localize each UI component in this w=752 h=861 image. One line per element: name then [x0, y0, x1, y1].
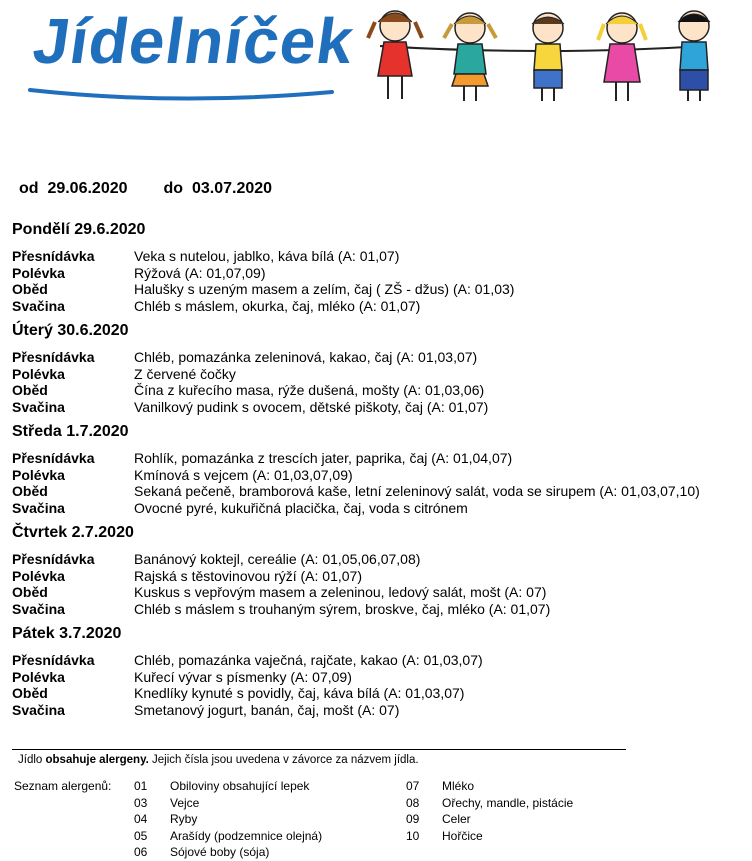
logo-swoosh-icon [26, 84, 336, 104]
meal-row [12, 500, 712, 517]
allergen-item [406, 811, 573, 828]
allergen-name: Hořčice [442, 828, 483, 843]
meal-label: Přesnídávka [12, 450, 95, 466]
allergen-note-bold: obsahuje alergeny. [45, 754, 149, 766]
allergen-number: 01 [134, 779, 148, 793]
meal-row [12, 652, 712, 669]
allergen-note-suffix: Jejich čísla jsou uvedena v závorce za názvem jídla. [152, 754, 419, 766]
allergen-number: 10 [406, 828, 420, 843]
meal-value: Chléb s máslem s trouhaným sýrem, broskve, čaj, mléko (A: 01,07) [134, 600, 551, 617]
allergen-name: Ořechy, mandle, pistácie [442, 795, 574, 810]
children-holding-hands-illustration [360, 4, 720, 104]
meal-value: Chléb, pomazánka vaječná, rajčate, kakao (A: 01,03,07) [134, 652, 483, 668]
meal-label: Polévka [12, 365, 65, 382]
allergen-note-prefix: Jídlo [18, 754, 43, 766]
meal-label: Svačina [12, 701, 65, 718]
meal-value: Knedlíky kynuté s povidly, čaj, káva bílá (A: 01,03,07) [134, 685, 465, 701]
meal-label: Svačina [12, 297, 65, 314]
meal-row [12, 399, 712, 416]
meal-value: Smetanový jogurt, banán, čaj, mošt (A: 07) [134, 701, 400, 718]
meal-row [12, 265, 712, 282]
meal-value: Vanilkový pudink s ovocem, dětské piškoty, čaj (A: 01,07) [134, 398, 489, 415]
allergen-number: 09 [406, 812, 420, 826]
allergen-name: Vejce [170, 795, 200, 810]
meal-label: Přesnídávka [12, 349, 95, 365]
meal-value: Kuřecí vývar s písmenky (A: 07,09) [134, 668, 352, 685]
meal-label: Svačina [12, 499, 65, 516]
meal-row [12, 298, 712, 315]
allergen-list-right [406, 778, 573, 844]
divider [12, 749, 626, 750]
meal-row [12, 584, 712, 601]
meal-value: Rohlík, pomazánka z trescích jater, paprika, čaj (A: 01,04,07) [134, 450, 513, 466]
day-monday [12, 220, 712, 314]
meal-label: Přesnídávka [12, 248, 95, 264]
meal-value: Banánový koktejl, cereálie (A: 01,05,06,07,08) [134, 551, 421, 567]
allergen-list-heading: Seznam alergenů: [14, 779, 112, 793]
allergen-number: 05 [134, 828, 148, 843]
allergen-item [134, 778, 322, 795]
meal-value: Halušky s uzeným masem a zelím, čaj ( ZŠ - džus) (A: 01,03) [134, 281, 515, 297]
meal-row [12, 366, 712, 383]
meal-label: Polévka [12, 668, 65, 685]
day-title: Úterý 30.6.2020 [12, 322, 129, 339]
menu-days [12, 220, 712, 725]
meal-label: Svačina [12, 600, 65, 617]
meal-value: Ovocné pyré, kukuřičná placička, čaj, voda s citrónem [134, 499, 468, 516]
day-title: Pondělí 29.6.2020 [12, 221, 146, 238]
meal-label: Polévka [12, 264, 65, 281]
meal-label: Oběd [12, 483, 48, 499]
meal-label: Oběd [12, 584, 48, 600]
meal-label: Oběd [12, 685, 48, 701]
meal-row [12, 248, 712, 265]
allergen-name: Sójové boby (sója) [170, 845, 270, 859]
day-title: Čtvrtek 2.7.2020 [12, 524, 134, 541]
allergen-item [134, 828, 322, 845]
allergen-number: 07 [406, 779, 420, 793]
meal-row [12, 568, 712, 585]
meal-value: Veka s nutelou, jablko, káva bílá (A: 01,07) [134, 248, 400, 264]
meal-value: Kmínová s vejcem (A: 01,03,07,09) [134, 466, 353, 483]
meal-row [12, 349, 712, 366]
day-tuesday [12, 321, 712, 415]
allergen-list-left [134, 778, 322, 861]
meal-value: Kuskus s vepřovým masem a zeleninou, ledový salát, mošt (A: 07) [134, 584, 547, 600]
day-title: Středa 1.7.2020 [12, 423, 129, 440]
allergen-number: 03 [134, 795, 148, 810]
meal-row [12, 702, 712, 719]
meal-row [12, 601, 712, 618]
allergen-name: Arašídy (podzemnice olejná) [170, 828, 323, 843]
meal-label: Polévka [12, 567, 65, 584]
meal-value: Chléb s máslem, okurka, čaj, mléko (A: 01,07) [134, 297, 421, 314]
allergen-item [406, 828, 573, 845]
meal-label: Oběd [12, 382, 48, 398]
logo-title: Jídelníček [28, 5, 359, 77]
meal-row [12, 281, 712, 298]
allergen-item [134, 795, 322, 812]
allergen-number: 04 [134, 812, 148, 826]
meal-row [12, 450, 712, 467]
date-range [19, 180, 272, 198]
allergen-item [406, 795, 573, 812]
meal-value: Sekaná pečeně, bramborová kaše, letní zeleninový salát, voda se sirupem (A: 01,03,07,10) [134, 483, 700, 499]
meal-label: Přesnídávka [12, 551, 95, 567]
meal-label: Polévka [12, 466, 65, 483]
meal-row [12, 551, 712, 568]
date-to-label: do [163, 180, 184, 197]
meal-row [12, 669, 712, 686]
meal-row [12, 483, 712, 500]
meal-label: Oběd [12, 281, 48, 297]
meal-row [12, 467, 712, 484]
allergen-item [406, 778, 573, 795]
meal-value: Z červené čočky [134, 365, 236, 382]
meal-row [12, 685, 712, 702]
allergen-name: Obiloviny obsahující lepek [170, 779, 310, 793]
meal-value: Rajská s těstovinovou rýží (A: 01,07) [134, 567, 362, 584]
allergen-item [134, 811, 322, 828]
meal-value: Čína z kuřecího masa, rýže dušená, mošty (A: 01,03,06) [134, 382, 485, 398]
date-to: 03.07.2020 [191, 180, 273, 197]
allergen-number: 06 [134, 845, 148, 859]
allergen-number: 08 [406, 795, 420, 810]
day-wednesday [12, 422, 712, 516]
allergen-note [18, 754, 419, 766]
date-from: 29.06.2020 [47, 180, 128, 197]
allergen-name: Celer [442, 812, 471, 826]
day-title: Pátek 3.7.2020 [12, 625, 122, 642]
meal-label: Přesnídávka [12, 652, 95, 668]
allergen-item [134, 844, 322, 861]
allergen-name: Ryby [170, 812, 198, 826]
meal-row [12, 382, 712, 399]
allergen-name: Mléko [442, 779, 475, 793]
meal-value: Rýžová (A: 01,07,09) [134, 264, 266, 281]
day-friday [12, 624, 712, 718]
meal-label: Svačina [12, 398, 65, 415]
meal-value: Chléb, pomazánka zeleninová, kakao, čaj (A: 01,03,07) [134, 349, 478, 365]
day-thursday [12, 523, 712, 617]
date-from-label: od [19, 180, 39, 197]
